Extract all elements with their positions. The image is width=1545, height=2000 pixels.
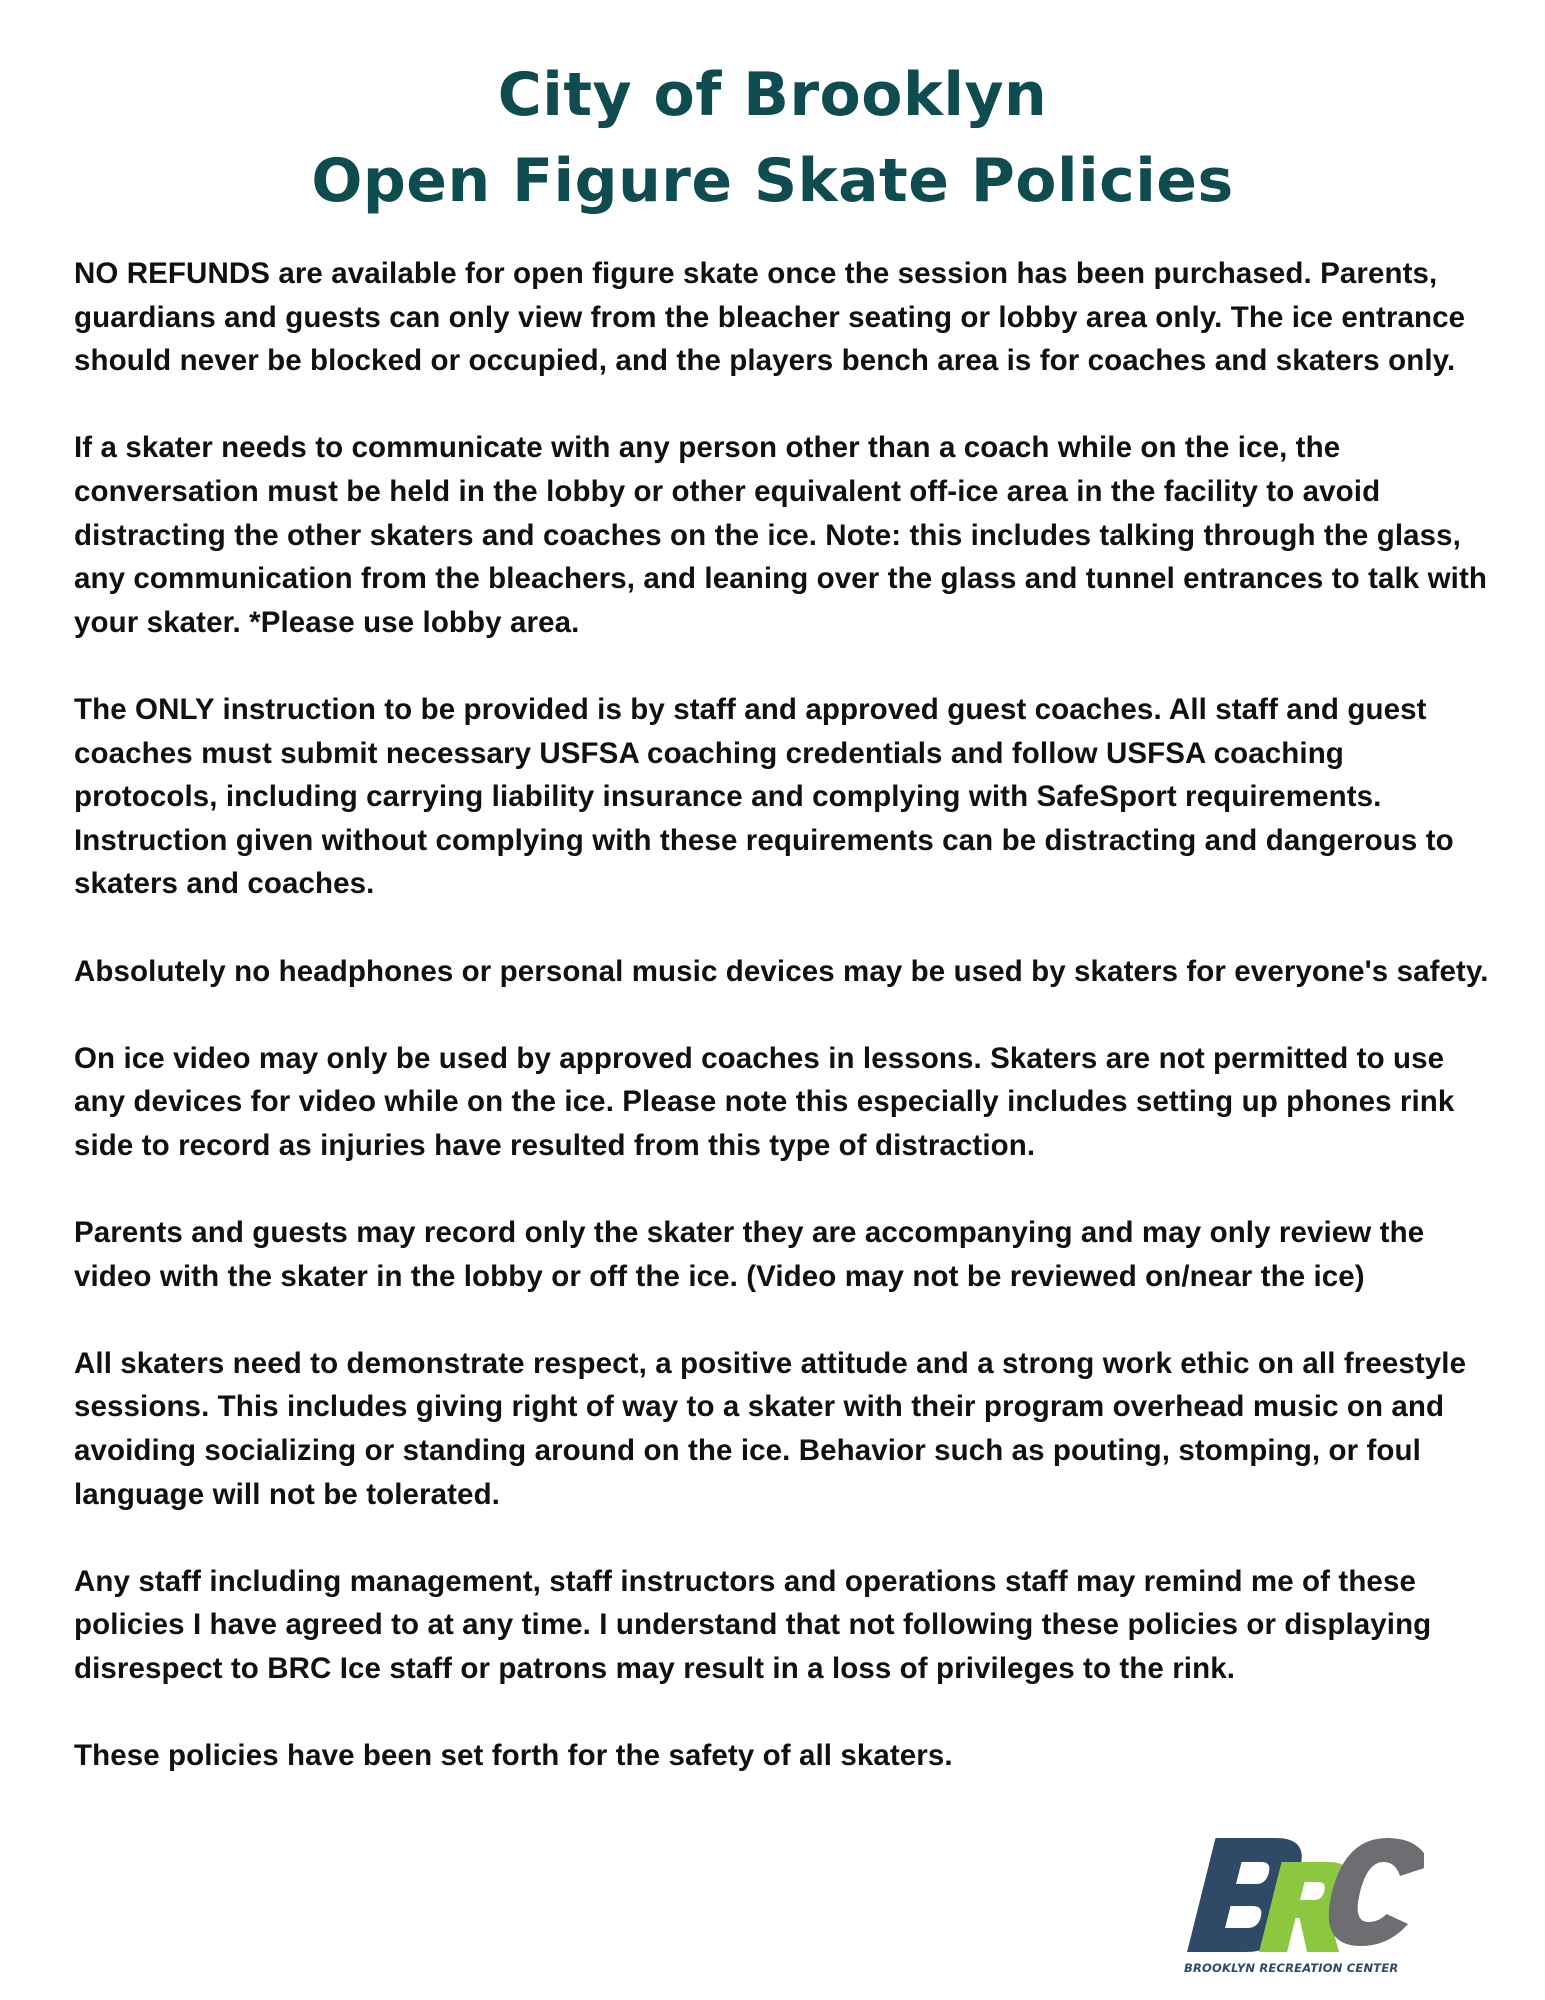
policy-body bbox=[74, 252, 1494, 1778]
page-title bbox=[0, 52, 1545, 224]
policy-guest-recording: Parents and guests may record only the skater they are accompanying and may only review the video with the skater in the lobby or off the ice. (Video may not be reviewed on/near the ice) bbox=[74, 1216, 1425, 1293]
brc-logo bbox=[1178, 1828, 1424, 1978]
title-line-2: Open Figure Skate Policies bbox=[311, 146, 1234, 216]
policy-on-ice-video: On ice video may only be used by approved coaches in lessons. Skaters are not permitted to use any devices for video while on the ice. Please note this especially includes setting up phones rink side to record as injuries have resulted from this type of distraction. bbox=[74, 1041, 1455, 1162]
logo-letter-c bbox=[1319, 1838, 1424, 1946]
policy-refunds: NO REFUNDS are available for open figure skate once the session has been purchased. Parents, guardians and guests can only view from the bleacher seating or lobby area only. The ice entrance should never be blocked or occupied, and the players bench area is for coaches and skaters only. bbox=[74, 257, 1466, 378]
title-line-1: City of Brooklyn bbox=[497, 60, 1048, 130]
policy-instruction: The ONLY instruction to be provided is by staff and approved guest coaches. All staff and guest coaches must submit necessary USFSA coaching credentials and follow USFSA coaching protocols, including carrying liability insurance and complying with SafeSport requirements. Instruction given without complying with these requirements can be distracting and dangerous to skaters and coaches. bbox=[74, 692, 1454, 901]
logo-tagline: BROOKLYN RECREATION CENTER bbox=[1184, 1961, 1399, 1975]
policy-communication: If a skater needs to communicate with any person other than a coach while on the ice, the conversation must be held in the lobby or other equivalent off-ice area in the facility to avoid distracting the other skaters and coaches on the ice. Note: this includes talking through the glass, any communication from the bleachers, and leaning over the glass and tunnel entrances to talk with your skater. *Please use lobby area. bbox=[74, 431, 1487, 639]
policy-staff-reminders: Any staff including management, staff instructors and operations staff may remind me of these policies I have agreed to at any time. I understand that not following these policies or displaying disrespect to BRC Ice staff or patrons may result in a loss of privileges to the rink. bbox=[74, 1564, 1432, 1685]
policy-safety-statement: These policies have been set forth for the safety of all skaters. bbox=[74, 1739, 953, 1773]
policy-headphones: Absolutely no headphones or personal music devices may be used by skaters for everyone's safety. bbox=[74, 954, 1489, 988]
policy-conduct: All skaters need to demonstrate respect, a positive attitude and a strong work ethic on all freestyle sessions. This includes giving right of way to a skater with their program overhead music on and avoiding socializing or standing around on the ice. Behavior such as pouting, stomping, or foul language will not be tolerated. bbox=[74, 1346, 1467, 1511]
